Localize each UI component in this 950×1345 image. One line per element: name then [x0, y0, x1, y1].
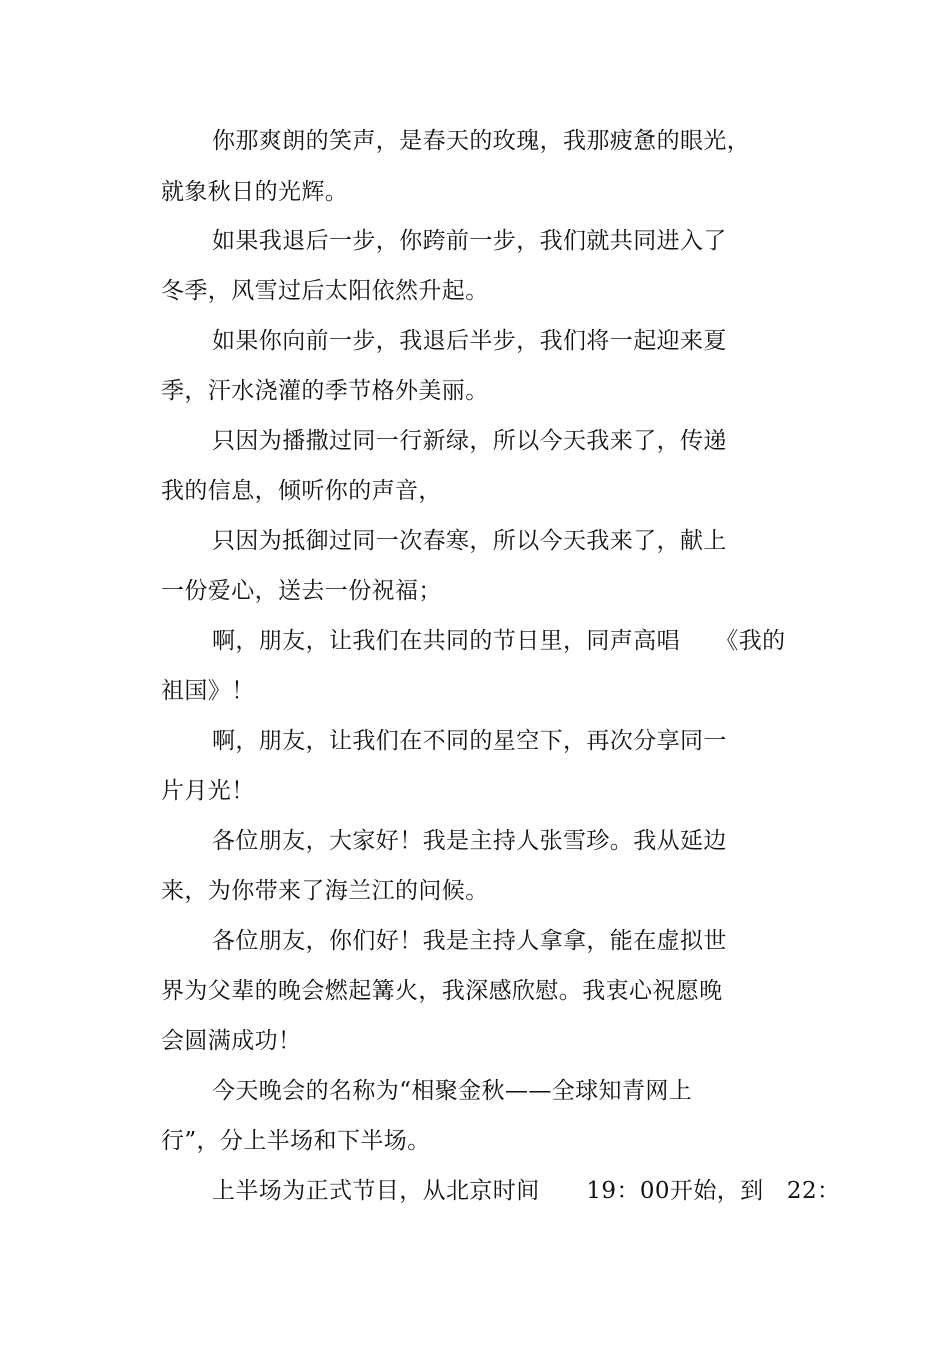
text-line: 啊，朋友，让我们在不同的星空下，再次分享同一: [212, 728, 727, 754]
text-line: 上半场为正式节目，从北京时间 19：00开始，到 22：: [212, 1178, 841, 1204]
text-line: 只因为播撒过同一行新绿，所以今天我来了，传递: [212, 428, 727, 454]
text-line: 一份爱心，送去一份祝福；: [161, 578, 442, 604]
text-line: 来，为你带来了海兰江的问候。: [161, 878, 489, 904]
text-line: 冬季，风雪过后太阳依然升起。: [161, 278, 489, 304]
text-line: 就象秋日的光辉。: [161, 179, 349, 205]
text-line: 你那爽朗的笑声，是春天的玫瑰，我那疲惫的眼光，: [212, 128, 751, 154]
text-line: 如果我退后一步，你跨前一步，我们就共同进入了: [212, 228, 727, 254]
text-line: 行”，分上半场和下半场。: [161, 1128, 431, 1154]
text-line: 只因为抵御过同一次春寒，所以今天我来了，献上: [212, 528, 727, 554]
text-line: 会圆满成功！: [161, 1028, 302, 1054]
text-line: 祖国》！: [161, 678, 255, 704]
text-line: 我的信息，倾听你的声音，: [161, 478, 442, 504]
text-line: 各位朋友，大家好！我是主持人张雪珍。我从延边: [212, 828, 727, 854]
text-line: 如果你向前一步，我退后半步，我们将一起迎来夏: [212, 328, 727, 354]
text-line: 各位朋友，你们好！我是主持人拿拿，能在虚拟世: [212, 928, 727, 954]
text-line: 今天晚会的名称为“相聚金秋——全球知青网上: [212, 1078, 693, 1104]
text-line: 界为父辈的晚会燃起篝火，我深感欣慰。我衷心祝愿晚: [161, 978, 723, 1004]
text-line: 啊，朋友，让我们在共同的节日里，同声高唱 《我的: [212, 628, 786, 654]
text-line: 季，汗水浇灌的季节格外美丽。: [161, 378, 489, 404]
text-line: 片月光！: [161, 778, 255, 804]
